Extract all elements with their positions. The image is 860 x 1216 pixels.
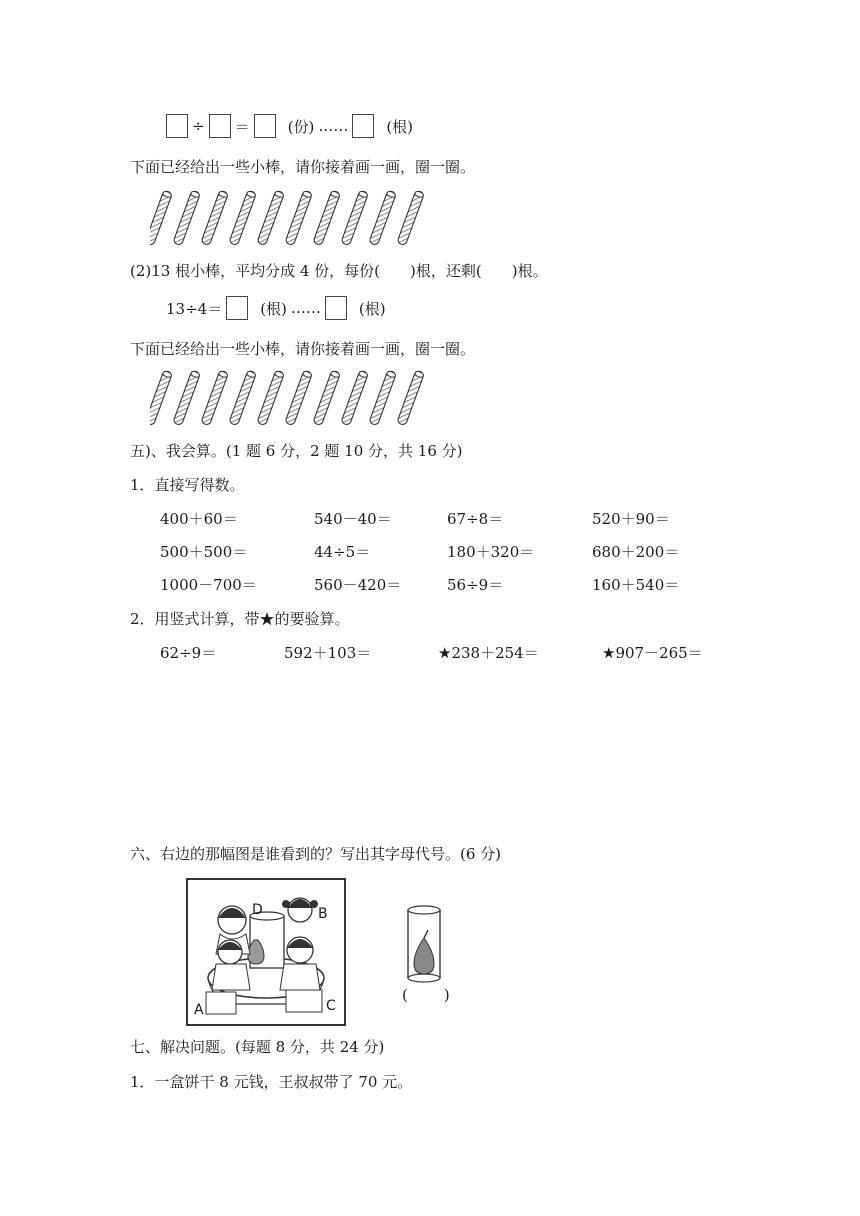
section-7-title: 七、解决问题。(每题 8 分，共 24 分)	[130, 1038, 385, 1056]
calc-item: 560－420＝	[314, 576, 402, 594]
stick	[285, 370, 313, 426]
unit-sticks-b: (根)	[358, 299, 386, 318]
sticks-group-2	[150, 364, 470, 430]
stick	[173, 190, 201, 246]
stick	[285, 190, 313, 246]
eq2-lhs: 13÷4＝	[166, 299, 223, 318]
label-b: B	[318, 906, 328, 922]
answer-box-quotient-2[interactable]	[226, 296, 248, 320]
stick	[257, 190, 285, 246]
section-5-q1-title: 1．直接写得数。	[130, 476, 245, 494]
stick	[150, 370, 172, 426]
calc-item: 44÷5＝	[314, 543, 371, 561]
answer-box-remainder[interactable]	[352, 114, 374, 138]
view-illustration	[404, 904, 444, 988]
instruction-draw-2: 下面已经给出一些小棒，请你接着画一画，圈一圈。	[130, 340, 476, 358]
calc-item: 500＋500＝	[160, 543, 248, 561]
stick	[229, 370, 257, 426]
eq-sign: ＝	[234, 117, 250, 136]
scene-illustration	[186, 878, 346, 1026]
stick	[341, 190, 369, 246]
sticks-group-1	[150, 184, 470, 250]
answer-box-dividend[interactable]	[166, 114, 188, 138]
unit-sticks: (根)	[386, 117, 414, 136]
vertical-calc-item: 592＋103＝	[284, 644, 372, 662]
unit-portions: (份)	[287, 117, 315, 136]
label-d: D	[252, 902, 263, 918]
stick	[201, 370, 229, 426]
div-sign: ÷	[192, 117, 205, 135]
cylinder-with-pear-image	[404, 904, 444, 984]
calc-item: 520＋90＝	[592, 510, 670, 528]
stick	[341, 370, 369, 426]
children-around-table-image	[188, 880, 344, 1024]
answer-box-divisor[interactable]	[209, 114, 231, 138]
calc-item: 180＋320＝	[447, 543, 535, 561]
answer-box-remainder-2[interactable]	[325, 296, 347, 320]
calc-item: 540－40＝	[314, 510, 392, 528]
calc-item: 680＋200＝	[592, 543, 680, 561]
vertical-calc-item: ★907－265＝	[602, 644, 703, 662]
answer-blank-parens[interactable]: ( )	[402, 986, 452, 1004]
calc-item: 56÷9＝	[447, 576, 504, 594]
remainder-dots: ……	[318, 117, 349, 135]
calc-item: 400＋60＝	[160, 510, 238, 528]
stick	[257, 370, 285, 426]
stick	[201, 190, 229, 246]
answer-box-quotient[interactable]	[254, 114, 276, 138]
unit-sticks-a: (根)	[260, 299, 287, 318]
instruction-draw-1: 下面已经给出一些小棒，请你接着画一画，圈一圈。	[130, 158, 476, 176]
vertical-calc-item: 62÷9＝	[160, 644, 217, 662]
question-2: (2)13 根小棒，平均分成 4 份，每份( )根，还剩( )根。	[130, 262, 548, 280]
stick	[369, 370, 397, 426]
division-equation-1	[166, 114, 413, 138]
stick	[150, 190, 172, 246]
stick	[369, 190, 397, 246]
stick	[397, 370, 425, 426]
stick	[397, 190, 425, 246]
calc-item: 67÷8＝	[447, 510, 504, 528]
label-c: C	[326, 998, 336, 1014]
section-6-title: 六、右边的那幅图是谁看到的？写出其字母代号。(6 分)	[130, 845, 502, 863]
calc-item: 160＋540＝	[592, 576, 680, 594]
stick	[173, 370, 201, 426]
section-7-q1: 1．一盒饼干 8 元钱，王叔叔带了 70 元。	[130, 1073, 413, 1091]
label-a: A	[194, 1002, 204, 1018]
section-5-q2-title: 2．用竖式计算，带★的要验算。	[130, 610, 350, 628]
stick	[313, 190, 341, 246]
stick	[313, 370, 341, 426]
vertical-calc-item: ★238＋254＝	[438, 644, 539, 662]
stick	[229, 190, 257, 246]
division-equation-2	[166, 296, 386, 320]
remainder-dots-2: ……	[290, 299, 321, 317]
calc-item: 1000－700＝	[160, 576, 257, 594]
section-5-title: 五)、我会算。(1 题 6 分，2 题 10 分，共 16 分)	[130, 442, 463, 460]
